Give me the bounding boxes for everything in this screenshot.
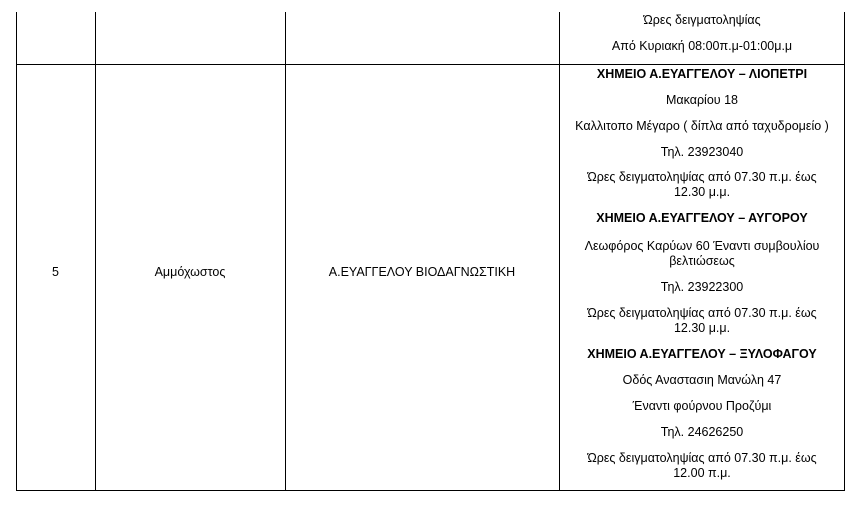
point3-phone: Τηλ. 24626250 — [660, 425, 744, 439]
point1-hours: Ώρες δειγματοληψίας από 07.30 π.μ. έως 12.30 μ.μ. — [587, 170, 817, 199]
district: Αμμόχωστος — [154, 265, 226, 279]
sampling-points-cell — [559, 0, 845, 491]
row-number: 5 — [52, 265, 59, 279]
point3-address: Οδός Αναστασιη Μανώλη 47 — [622, 373, 782, 387]
point2-title: ΧΗΜΕΙΟ Α.ΕΥΑΓΓΕΛΟΥ – ΑΥΓΟΡΟΥ — [596, 211, 808, 225]
point1-building: Καλλιτοπο Μέγαρο ( δίπλα από ταχυδρομείο ) — [575, 119, 829, 133]
point2-hours: Ώρες δειγματοληψίας από 07.30 π.μ. έως 12.30 μ.μ. — [587, 306, 817, 335]
border-left — [16, 12, 17, 491]
border-col2 — [285, 12, 286, 491]
point1-title: ΧΗΜΕΙΟ Α.ΕΥΑΓΓΕΛΟΥ – ΛΙΟΠΕΤΡΙ — [596, 67, 808, 81]
point3-landmark: Έναντι φούρνου Προζύμι — [632, 399, 772, 413]
point1-address: Μακαρίου 18 — [665, 93, 738, 107]
point2-address: Λεωφόρος Καρύων 60 Έναντι συμβουλίου βελτιώσεως — [584, 239, 820, 268]
point1-phone: Τηλ. 23923040 — [660, 145, 744, 159]
prev-hours-label: Ώρες δειγματοληψίας — [643, 13, 761, 27]
point3-title: ΧΗΜΕΙΟ Α.ΕΥΑΓΓΕΛΟΥ – ΞΥΛΟΦΑΓΟΥ — [587, 347, 817, 361]
prev-hours-time: Από Κυριακή 08:00π.μ-01:00μ.μ — [611, 39, 793, 53]
border-col1 — [95, 12, 96, 491]
lab-name: Α.ΕΥΑΓΓΕΛΟΥ ΒΙΟΔΑΓΝΩΣΤΙΚΗ — [328, 265, 516, 279]
point3-hours: Ώρες δειγματοληψίας από 07.30 π.μ. έως 12.00 π.μ. — [587, 451, 817, 480]
point2-phone: Τηλ. 23922300 — [660, 280, 744, 294]
sampling-points-table — [16, 0, 845, 491]
